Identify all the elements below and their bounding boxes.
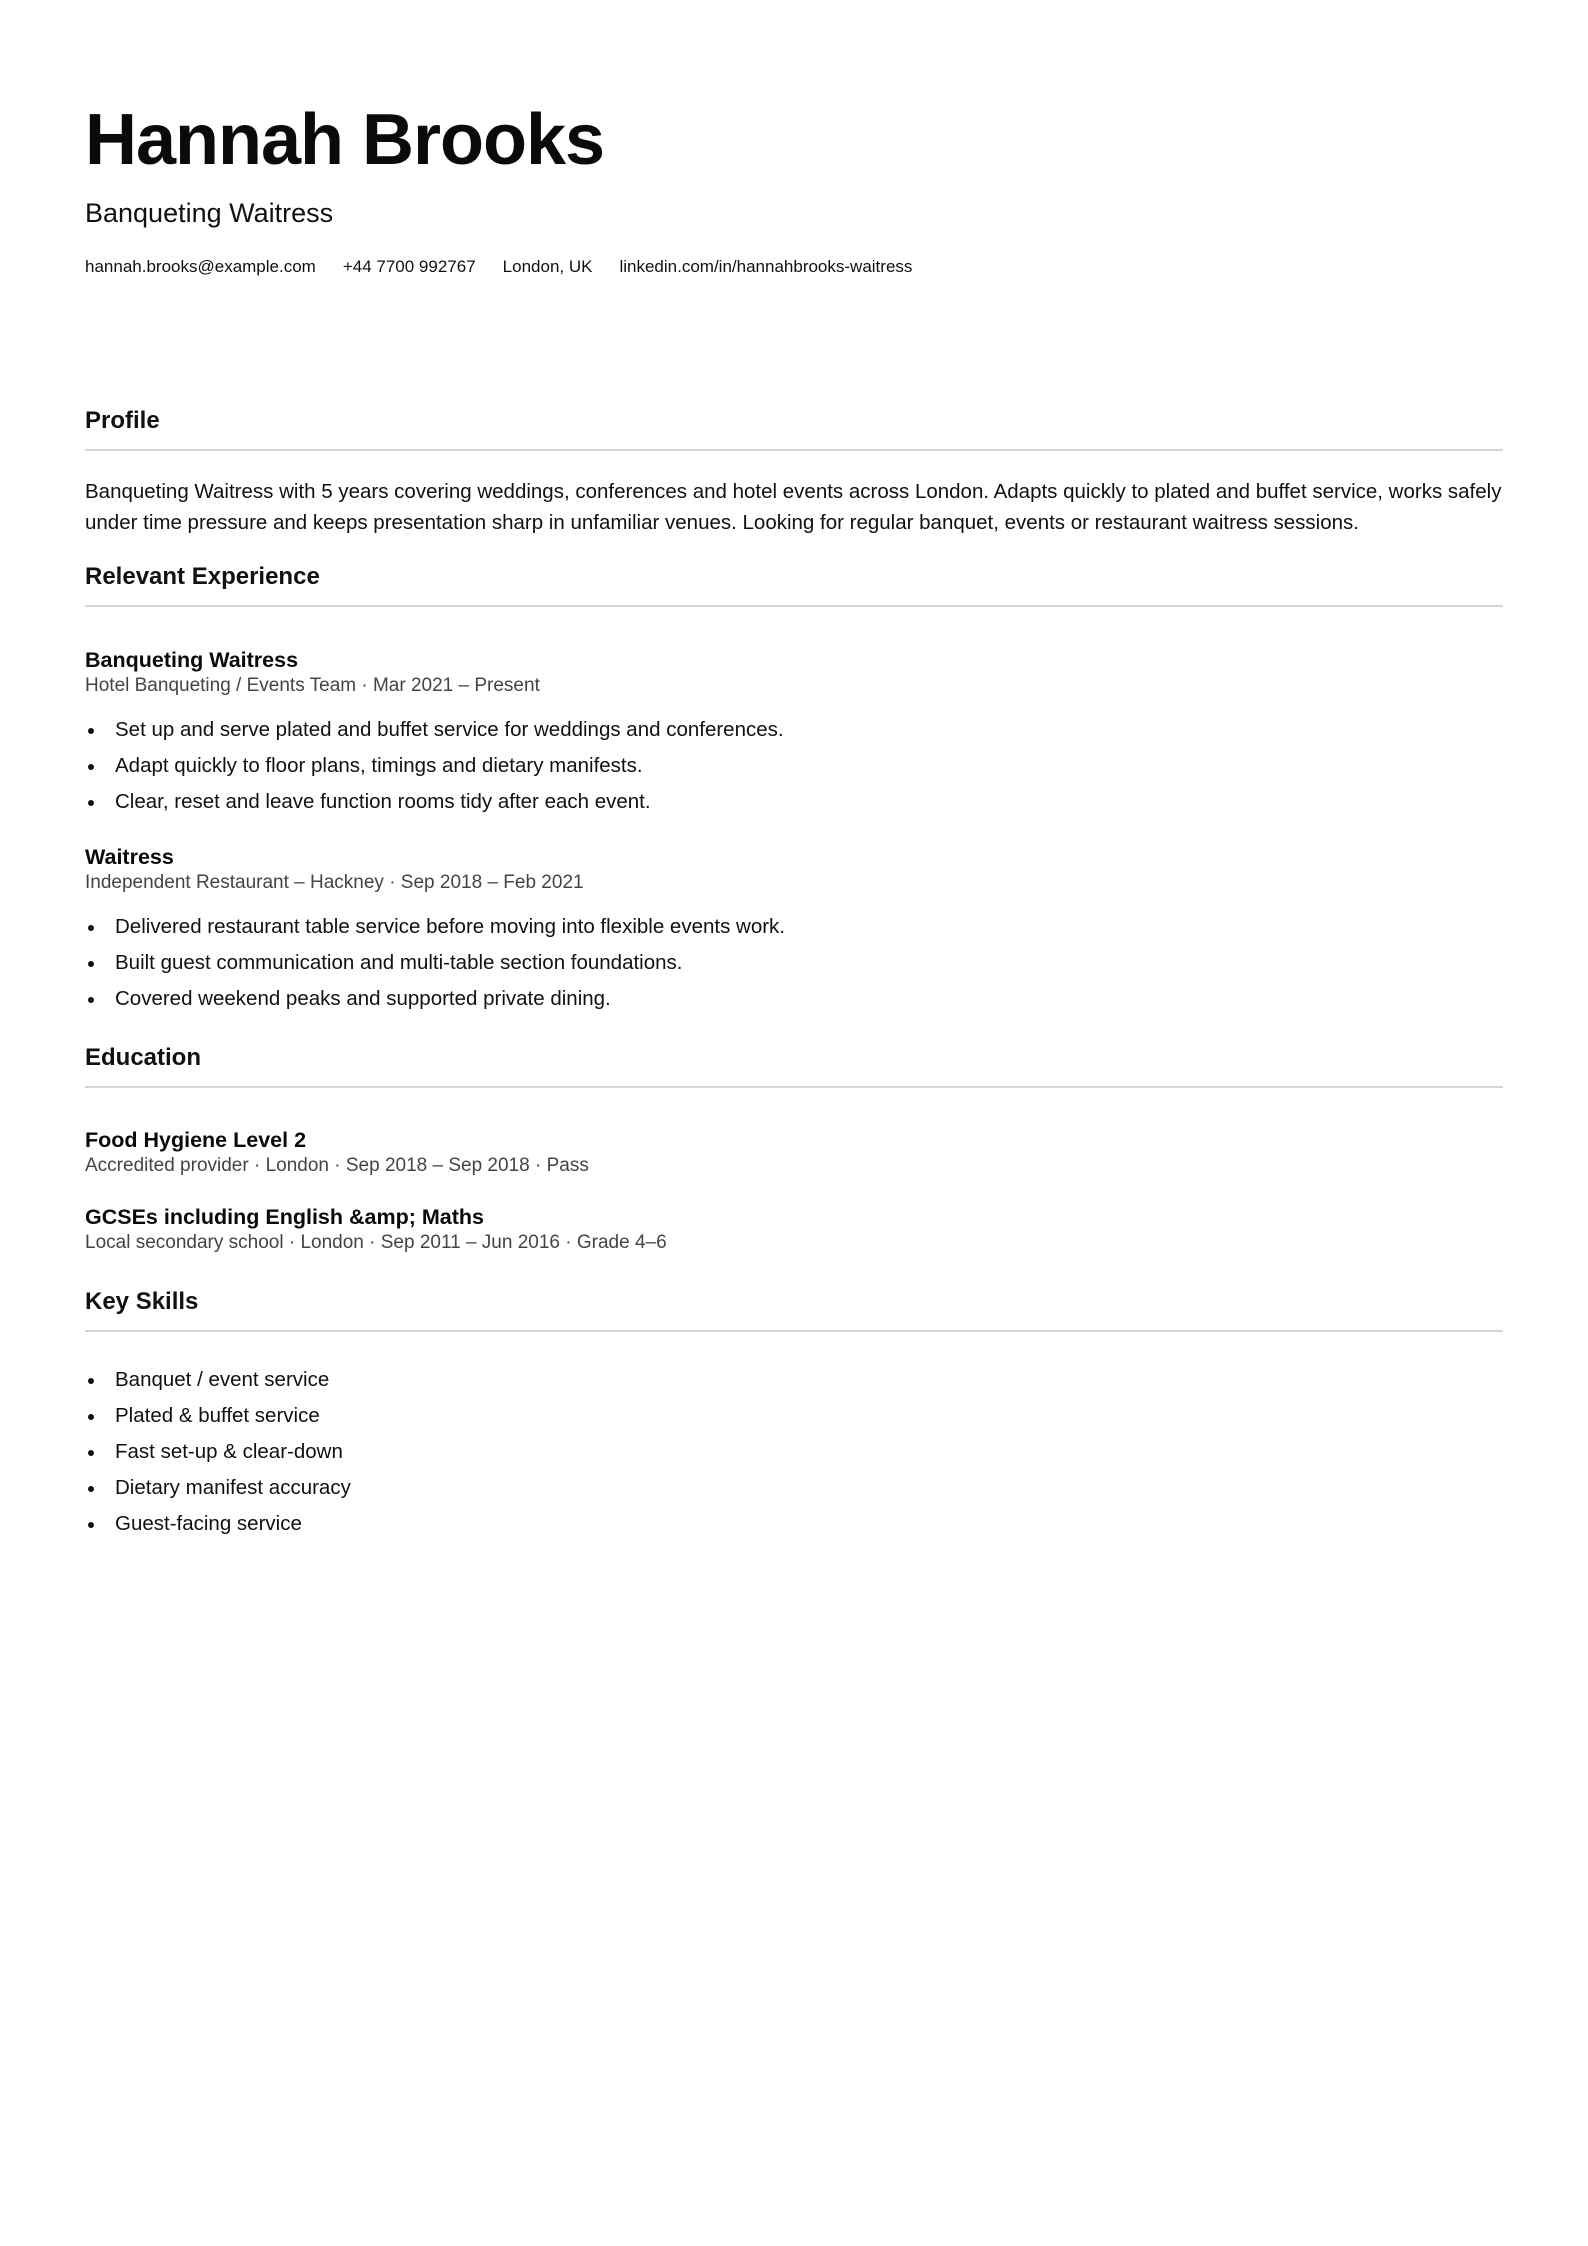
job-bullet: Built guest communication and multi-table section foundations. [85, 945, 1503, 981]
experience-divider [85, 605, 1503, 607]
job-meta: Hotel Banqueting / Events Team · Mar 2021 – Present [85, 675, 540, 696]
job-title: Waitress [85, 845, 174, 869]
skill-item: Banquet / event service [85, 1362, 1503, 1398]
contact-bar [85, 256, 912, 278]
skill-item: Plated & buffet service [85, 1398, 1503, 1434]
experience-heading: Relevant Experience [85, 563, 320, 590]
skills-list [85, 1362, 1503, 1542]
skills-section [85, 1287, 1503, 1542]
contact-linkedin[interactable]: linkedin.com/in/hannahbrooks-waitress [619, 257, 913, 276]
skill-item: Guest-facing service [85, 1506, 1503, 1542]
job-bullets [85, 712, 1503, 820]
job-bullets [85, 909, 1503, 1017]
contact-email[interactable]: hannah.brooks@example.com [85, 257, 316, 276]
job-bullet: Clear, reset and leave function rooms tidy after each event. [85, 784, 1503, 820]
profile-heading: Profile [85, 407, 160, 434]
contact-phone[interactable]: +44 7700 992767 [342, 257, 476, 276]
education-name: Food Hygiene Level 2 [85, 1128, 307, 1152]
skills-heading: Key Skills [85, 1288, 199, 1315]
experience-entry [85, 843, 1503, 1017]
candidate-headline: Banqueting Waitress [85, 198, 334, 228]
job-meta: Independent Restaurant – Hackney · Sep 2018 – Feb 2021 [85, 872, 584, 893]
education-meta: Local secondary school · London · Sep 2011 – Jun 2016 · Grade 4–6 [85, 1232, 667, 1253]
profile-section [85, 406, 1503, 538]
candidate-name: Hannah Brooks [85, 100, 605, 180]
profile-divider [85, 449, 1503, 451]
job-bullet: Covered weekend peaks and supported private dining. [85, 981, 1503, 1017]
education-divider [85, 1086, 1503, 1088]
job-bullet: Set up and serve plated and buffet service for weddings and conferences. [85, 712, 1503, 748]
skill-item: Dietary manifest accuracy [85, 1470, 1503, 1506]
skill-item: Fast set-up & clear-down [85, 1434, 1503, 1470]
education-meta: Accredited provider · London · Sep 2018 – Sep 2018 · Pass [85, 1155, 589, 1176]
experience-entry [85, 646, 1503, 820]
education-entry [85, 1126, 1503, 1178]
job-bullet: Adapt quickly to floor plans, timings and dietary manifests. [85, 748, 1503, 784]
education-section [85, 1043, 1503, 1088]
job-bullet: Delivered restaurant table service before moving into flexible events work. [85, 909, 1503, 945]
contact-location: London, UK [502, 257, 593, 276]
education-entry [85, 1203, 1503, 1255]
job-title: Banqueting Waitress [85, 648, 299, 672]
education-heading: Education [85, 1044, 202, 1071]
profile-summary: Banqueting Waitress with 5 years covering weddings, conferences and hotel events across London. Adapts quickly to plated and buffet service, works safely under time pressure and keeps presentation sharp in unfamiliar venues. Looking for regular banquet, events or restaurant waitress sessions. [85, 480, 1502, 534]
education-name: GCSEs including English &amp; Maths [85, 1205, 484, 1229]
experience-section [85, 562, 1503, 607]
skills-divider [85, 1330, 1503, 1332]
